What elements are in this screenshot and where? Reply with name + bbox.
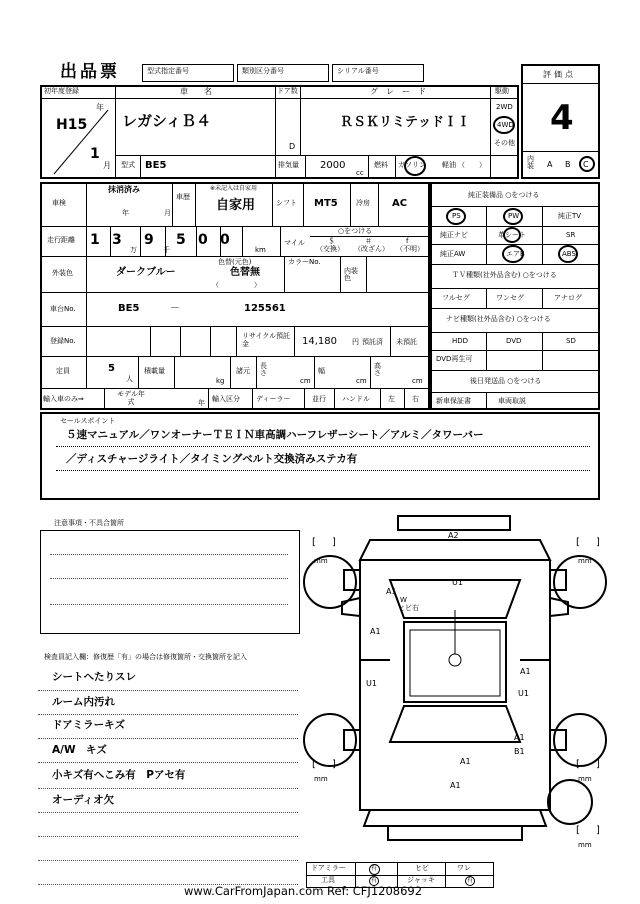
drive-4wd-circle: [493, 116, 515, 134]
interior-c: C: [583, 160, 589, 169]
color-value: ダークブルー: [116, 267, 176, 278]
repaint-value: 色替無: [230, 267, 260, 278]
details-block: [40, 182, 430, 410]
interior-b: B: [565, 160, 571, 169]
interior-label: 内装: [527, 155, 534, 170]
shift-value: MT5: [314, 198, 338, 209]
sales-line-2: ／ディスチャージライト／タイミングベルト交換済みステカ有: [66, 453, 358, 465]
model-value: BE5: [145, 160, 167, 171]
drive-4wd: 4WD: [497, 121, 514, 129]
mileage-digit: 9: [144, 232, 154, 248]
footer-reference: www.CarFromJapan.com Ref: CFJ1208692: [184, 884, 423, 898]
notes-label: 注意事項・不具合箇所: [54, 519, 124, 527]
grade-value: ＲＳＫリミテッドＩＩ: [340, 115, 471, 130]
door-label: ドア数: [277, 87, 298, 95]
first-reg-label: 初年度登録: [44, 87, 79, 95]
damage-mark: U1: [366, 679, 377, 688]
equipment-title: 純正装備品 ○をつける: [468, 191, 540, 199]
mileage-digit: 5: [176, 232, 186, 248]
serial-number-field: シリアル番号: [332, 64, 424, 82]
note-item: シートへたりスレ: [52, 671, 136, 683]
ac-value: AC: [392, 198, 408, 209]
equip-pw: PW: [508, 212, 520, 220]
chassis-model: BE5: [118, 303, 140, 314]
score-value: 4: [550, 98, 574, 138]
svg-text:ヒビ右: ヒビ右: [398, 604, 419, 612]
equip-airbag: エアB: [506, 250, 525, 258]
note-item: A/W キズ: [52, 744, 107, 756]
mileage-digit: 1: [90, 232, 100, 248]
recycle-value: 14,180: [302, 336, 337, 347]
note-item: 小キズ有へこみ有 Pアセ有: [52, 769, 186, 781]
interior-a: A: [547, 160, 553, 169]
inspector-label: 検査員記入欄：修復歴「有」の場合は修復箇所・交換箇所を記入: [44, 653, 247, 661]
interior-c-circle: [579, 156, 595, 172]
note-item: オーディオ欠: [52, 794, 115, 806]
sales-label: セールスポイント: [60, 417, 116, 425]
damage-mark: A1: [514, 733, 525, 742]
displacement: 2000: [320, 160, 346, 171]
legend-table: ドアミラー ヒビ ワレ 工具 ジャッキ 有 有 有: [306, 862, 494, 888]
sales-line-1: ５速マニュアル／ワンオーナーＴＥＩＮ車高調ハーフレザーシート／アルミ／タワーバー: [66, 429, 484, 441]
equip-ps: PS: [452, 212, 461, 220]
damage-mark: U1: [518, 689, 529, 698]
mileage-digit: 0: [198, 232, 208, 248]
damage-mark: B1: [514, 747, 525, 756]
class-number-field: 類別区分番号: [237, 64, 329, 82]
note-item: ルーム内汚れ: [52, 696, 115, 708]
damage-mark: A1: [386, 587, 397, 596]
note-item: ドアミラーキズ: [52, 719, 125, 731]
damage-mark: A1: [450, 781, 461, 790]
chassis-number: 125561: [244, 303, 286, 314]
car-name-label: 車 名: [180, 87, 212, 96]
car-damage-diagram: [300, 510, 620, 860]
history-value: 自家用: [216, 198, 256, 213]
damage-mark: A1: [460, 757, 471, 766]
mileage-digit: 3: [112, 232, 122, 248]
damage-mark: A1: [520, 667, 531, 676]
car-name: レガシィＢ４: [122, 112, 212, 130]
notes-box: [40, 530, 300, 634]
score-label: 評価点: [543, 70, 576, 79]
drive-label: 駆動: [495, 87, 509, 95]
reg-year: H15: [56, 117, 88, 133]
damage-mark: A1: [370, 627, 381, 636]
equip-abs: ABS: [562, 250, 576, 258]
damage-mark: A2: [448, 531, 459, 540]
inspection-status: 抹消済み: [108, 185, 140, 194]
model-label: 型式: [121, 161, 135, 169]
grade-label: グ レ ー ド: [370, 87, 426, 96]
fuel-gasoline: ガソリン: [398, 161, 426, 169]
mileage-digit: 0: [220, 232, 230, 248]
capacity-value: 5: [108, 363, 115, 374]
reg-month: 1: [90, 146, 100, 162]
score-box: [521, 64, 600, 179]
svg-text:W: W: [400, 596, 407, 604]
damage-mark: U1: [452, 578, 463, 587]
type-designation-field: 型式指定番号: [142, 64, 234, 82]
equip-leather: 革シート: [498, 231, 526, 239]
form-title: 出品票: [60, 62, 120, 82]
door-value: D: [289, 142, 296, 151]
fuel-gasoline-circle: [404, 156, 426, 176]
